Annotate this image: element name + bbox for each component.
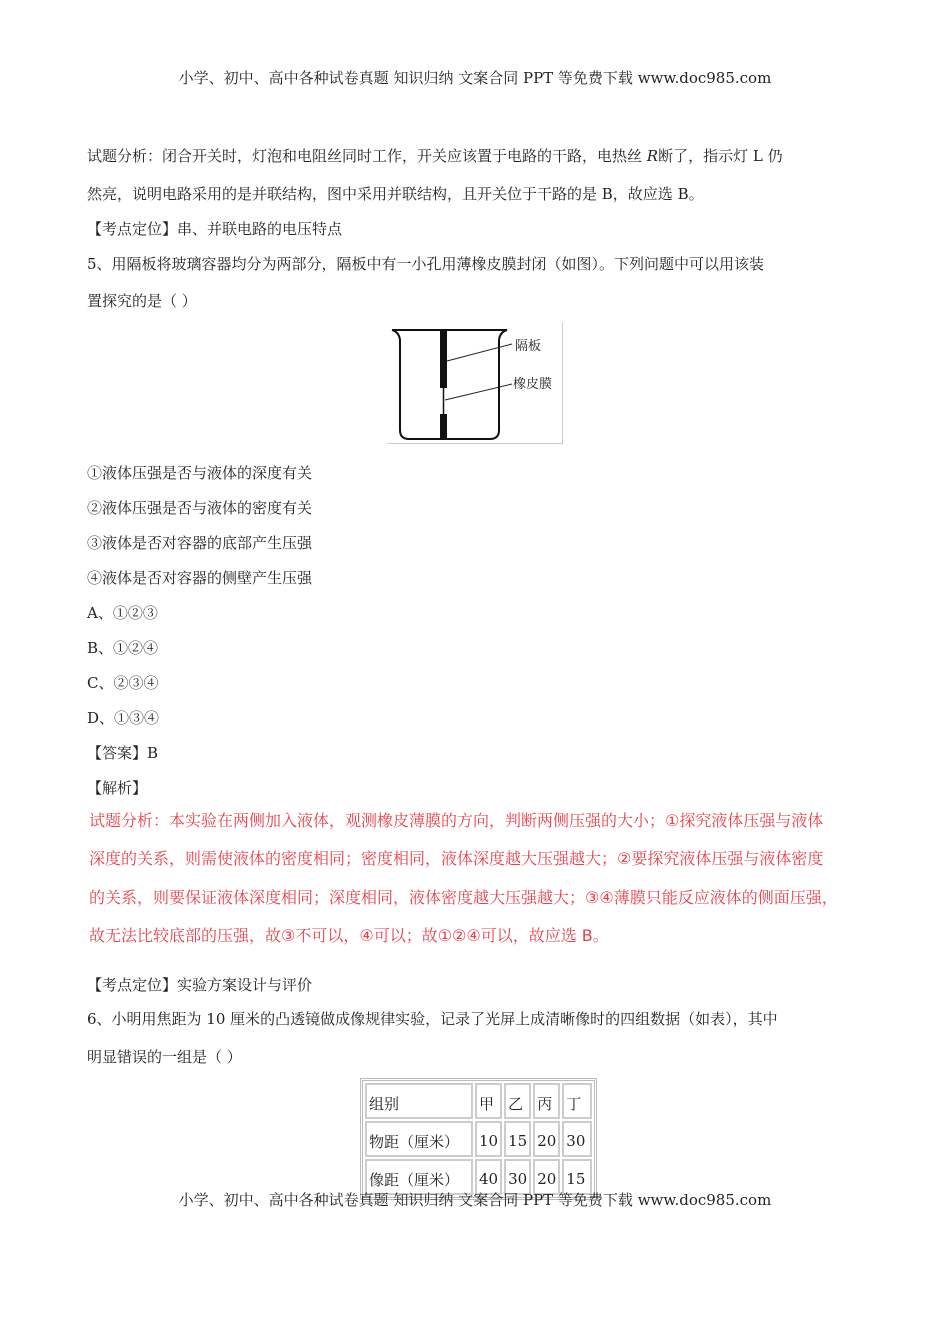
q5-stem-line2: 置探究的是（ ） bbox=[87, 292, 197, 310]
table-cell: 物距（厘米） bbox=[365, 1121, 473, 1157]
q5-analysis-line: 的关系，则要保证液体深度相同；深度相同，液体密度越大压强越大；③④薄膜只能反应液体的侧面压强， bbox=[89, 888, 838, 907]
beaker-figure bbox=[387, 322, 563, 444]
option-c: C、②③④ bbox=[87, 674, 159, 692]
table-cell: 像距（厘米） bbox=[365, 1159, 473, 1195]
q5-stem-line1: 5、用隔板将玻璃容器均分为两部分，隔板中有一小孔用薄橡皮膜封闭（如图）。下列问题中可以用该装 bbox=[87, 255, 765, 273]
table-cell: 40 bbox=[475, 1159, 502, 1195]
statement: ②液体压强是否与液体的密度有关 bbox=[87, 499, 313, 517]
table-cell: 组别 bbox=[365, 1083, 473, 1119]
option-d: D、①③④ bbox=[87, 709, 160, 727]
table-cell: 20 bbox=[533, 1121, 560, 1157]
table-cell: 30 bbox=[504, 1159, 531, 1195]
data-table bbox=[360, 1078, 597, 1200]
table-cell: 15 bbox=[562, 1159, 592, 1195]
q4-point: 【考点定位】串、并联电路的电压特点 bbox=[87, 220, 343, 238]
table-cell: 10 bbox=[475, 1121, 502, 1157]
q6-stem-line1: 6、小明用焦距为 10 厘米的凸透镜做成像规律实验，记录了光屏上成清晰像时的四组数据（如表），其中 bbox=[87, 1010, 778, 1028]
q5-analysis-line: 故无法比较底部的压强，故③不可以，④可以；故①②④可以，故应选 B。 bbox=[89, 926, 609, 945]
table-cell: 20 bbox=[533, 1159, 560, 1195]
option-a: A、①②③ bbox=[87, 604, 158, 622]
q6-stem-line2: 明显错误的一组是（ ） bbox=[87, 1048, 242, 1066]
option-b: B、①②④ bbox=[87, 639, 159, 657]
q5-analysis-line: 试题分析：本实验在两侧加入液体，观测橡皮薄膜的方向，判断两侧压强的大小；①探究液体压强与液体 bbox=[89, 811, 824, 830]
q5-answer: 【答案】B bbox=[87, 744, 159, 762]
beaker-diagram bbox=[387, 322, 562, 443]
page-header: 小学、初中、高中各种试卷真题 知识归纳 文案合同 PPT 等免费下载 www.doc985.com bbox=[178, 69, 772, 87]
table-cell: 乙 bbox=[504, 1083, 531, 1119]
page-footer: 小学、初中、高中各种试卷真题 知识归纳 文案合同 PPT 等免费下载 www.doc985.com bbox=[178, 1191, 772, 1209]
statement: ③液体是否对容器的底部产生压强 bbox=[87, 534, 313, 552]
resistor-symbol: R bbox=[646, 147, 659, 165]
label-membrane: 橡皮膜 bbox=[513, 377, 553, 392]
q4-analysis-line1 bbox=[87, 146, 783, 166]
q5-analysis-title: 【解析】 bbox=[87, 779, 148, 797]
table-cell: 丁 bbox=[562, 1083, 592, 1119]
table-row bbox=[365, 1083, 592, 1119]
table-row bbox=[365, 1121, 592, 1157]
q5-analysis-line: 深度的关系，则需使液体的密度相同；密度相同，液体深度越大压强越大；②要探究液体压强与液体密度 bbox=[89, 849, 824, 868]
table-cell: 30 bbox=[562, 1121, 592, 1157]
statement: ④液体是否对容器的侧壁产生压强 bbox=[87, 569, 313, 587]
q5-point: 【考点定位】实验方案设计与评价 bbox=[87, 976, 313, 994]
table-cell: 15 bbox=[504, 1121, 531, 1157]
text: 试题分析：闭合开关时，灯泡和电阻丝同时工作，开关应该置于电路的干路，电热丝 bbox=[87, 147, 647, 165]
table-cell: 丙 bbox=[533, 1083, 560, 1119]
table-cell: 甲 bbox=[475, 1083, 502, 1119]
q4-analysis-line2: 然亮，说明电路采用的是并联结构，图中采用并联结构，且开关位于干路的是 B，故应选 B。 bbox=[87, 185, 704, 203]
label-partition: 隔板 bbox=[515, 339, 542, 354]
text: 断了，指示灯 L 仍 bbox=[658, 147, 783, 165]
statement: ①液体压强是否与液体的深度有关 bbox=[87, 464, 313, 482]
